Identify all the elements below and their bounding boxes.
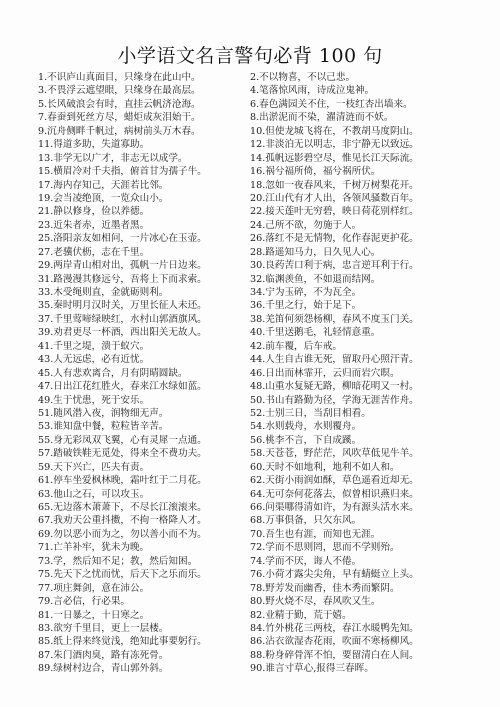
quote-line: 7.春蚕到死丝方尽，蜡炬成灰泪始干。	[38, 112, 201, 124]
quote-line: 23.近朱者赤，近墨者黑。	[38, 219, 150, 231]
quote-columns	[38, 71, 478, 676]
quote-line: 55.身无彩凤双飞翼，心有灵犀一点通。	[38, 434, 207, 446]
quote-line: 33.木受绳则直，金就砺则利。	[38, 287, 169, 298]
quote-line: 28.路遥知马力，日久见人心。	[250, 246, 381, 258]
quote-line: 44.人生自古谁无死，留取丹心照汗青。	[250, 354, 419, 366]
quote-line: 78.野芳发而幽香，佳木秀而繁阴。	[250, 582, 400, 594]
quote-line: 60.天时不如地利，地利不如人和。	[250, 461, 400, 473]
quote-line: 49.生于忧患，死于安乐。	[38, 394, 150, 406]
quote-line: 66.问渠哪得清如许，为有源头活水来。	[250, 502, 419, 513]
quote-line: 70.吾生也有涯，而知也无涯。	[250, 528, 381, 540]
quote-line: 90.谁言寸草心,报得三春晖。	[250, 663, 374, 675]
quote-line: 43.人无远虑，必有近忧。	[38, 354, 150, 366]
quote-line: 6.春色满园关不住，一枝红杏出墙来。	[250, 98, 413, 110]
quote-line: 80.野火烧不尽，春风吹又生。	[250, 596, 381, 608]
quote-line: 86.沾衣欲湿杏花雨，吹面不寒杨柳风。	[250, 636, 419, 648]
quote-line: 89.绿树村边合，青山郭外斜。	[38, 663, 169, 675]
quote-line: 32.临渊羡鱼，不如退而结网。	[250, 273, 381, 285]
quote-line: 74.学而不厌，诲人不倦。	[250, 555, 362, 567]
quote-line: 31.路漫漫其修远兮，吾将上下而求索。	[38, 273, 207, 285]
left-quote-column	[38, 71, 258, 676]
quote-line: 79.言必信，行必果。	[38, 596, 131, 608]
quote-line: 72.学而不思则罔，思而不学则殆。	[250, 542, 400, 554]
quote-line: 77.项庄舞剑，意在沛公。	[38, 582, 150, 594]
quote-line: 61.停车坐爱枫林晚，霜叶红于二月花。	[38, 475, 207, 487]
quote-line: 46.日出而林霏开，云归而岩穴暝。	[250, 367, 400, 379]
quote-line: 56.桃李不言，下自成蹊。	[250, 434, 362, 446]
quote-line: 22.接天莲叶无穷碧，映日荷花别样红。	[250, 206, 419, 218]
quote-line: 52.士别三日，当刮目相看。	[250, 407, 371, 419]
quote-line: 73.学，然后知不足；教，然后知困。	[38, 555, 198, 567]
quote-line: 41.千里之堤，溃于蚁穴。	[38, 340, 150, 352]
quote-line: 29.两岸青山相对出，孤帆一片日边来。	[38, 260, 207, 272]
quote-line: 2.不以物喜，不以己悲。	[250, 72, 356, 83]
quote-line: 82.业精于勤，荒于嬉。	[250, 609, 352, 621]
quote-line: 71.亡羊补牢，犹未为晚。	[38, 542, 150, 554]
quote-line: 36.千里之行，始于足下。	[250, 300, 362, 312]
quote-line: 75.先天下之忧而忧，后天下之乐而乐。	[38, 569, 207, 581]
quote-line: 15.横眉冷对千夫指，俯首甘为孺子牛。	[38, 166, 207, 178]
quote-line: 8.出淤泥而不染，濯清涟而不妖。	[250, 112, 394, 124]
quote-line: 45.人有悲欢离合，月有阴晴圆缺。	[38, 367, 188, 379]
quote-line: 59.天下兴亡，匹夫有责。	[38, 461, 150, 473]
quote-line: 3.不畏浮云遮望眼，只缘身在最高层。	[38, 85, 201, 97]
quote-line: 5.长风破浪会有时，直挂云帆济沧海。	[38, 98, 201, 110]
quote-line: 68.万事俱备，只欠东风。	[250, 515, 362, 527]
quote-line: 81.一日暴之，十日寒之。	[38, 609, 150, 621]
quote-line: 47.日出江花红胜火，春来江水绿如蓝。	[38, 381, 207, 393]
quote-line: 39.劝君更尽一杯酒，西出阳关无故人。	[38, 327, 207, 339]
quote-line: 16.祸兮福所倚，福兮祸所伏。	[250, 166, 381, 178]
quote-line: 40.千里送鹅毛，礼轻情意重。	[250, 327, 381, 339]
quote-line: 4.笔落惊风雨，诗成泣鬼神。	[250, 85, 375, 97]
quote-line: 10.但使龙城飞将在，不教胡马度阴山。	[250, 125, 419, 137]
quote-line: 57.踏破铁鞋无觅处，得来全不费功夫。	[38, 448, 207, 460]
quote-line: 18.忽如一夜春风来，千树万树梨花开。	[250, 179, 419, 191]
quote-line: 12.非淡泊无以明志，非宁静无以致远。	[250, 139, 419, 151]
quote-line: 67.我劝天公重抖擞，不拘一格降人才。	[38, 515, 207, 527]
quote-line: 11.得道多助，失道寡助。	[38, 139, 150, 151]
quote-line: 48.山重水复疑无路，柳暗花明又一村。	[250, 381, 419, 393]
quote-line: 65.无边落木萧萧下，不尽长江滚滚来。	[38, 502, 207, 513]
quote-line: 53.谁知盘中餐，粒粒皆辛苦。	[38, 421, 169, 433]
quote-line: 51.随风潜入夜，润物细无声。	[38, 407, 169, 419]
quote-line: 1.不识庐山真面目，只缘身在此山中。	[38, 72, 201, 83]
quote-line: 37.千里莺啼绿映红，水村山郭酒旗风。	[38, 313, 207, 325]
quote-line: 58.天苍苍，野茫茫，风吹草低见牛羊。	[250, 448, 419, 460]
right-quote-column	[250, 71, 470, 676]
quote-line: 64.无可奈何花落去，似曾相识燕归来。	[250, 488, 419, 500]
quote-line: 62.天街小雨润如酥，草色遥看近却无。	[250, 475, 419, 487]
quote-line: 38.羌笛何须怨杨柳，春风不度玉门关。	[250, 313, 419, 325]
quote-line: 34.宁为玉碎，不为瓦全。	[250, 287, 362, 298]
quote-line: 76.小荷才露尖尖角，早有蜻蜓立上头。	[250, 569, 419, 581]
quote-line: 14.孤帆远影碧空尽，惟见长江天际流。	[250, 152, 419, 164]
page-title: 小学语文名言警句必背 100 句	[117, 45, 383, 67]
quote-line: 24.己所不欲，勿施于人。	[250, 219, 362, 231]
quote-line: 84.竹外桃花三两枝，春江水暖鸭先知。	[250, 622, 419, 634]
quote-line: 87.朱门酒肉臭，路有冻死骨。	[38, 649, 169, 661]
quote-line: 30.良药苦口利于病，忠言逆耳利于行。	[250, 260, 419, 272]
quote-line: 54.水则载舟，水则覆舟。	[250, 421, 362, 433]
quote-line: 25.洛阳亲友如相问，一片冰心在玉壶。	[38, 233, 207, 245]
quote-line: 20.江山代有才人出，各领风骚数百年。	[250, 192, 419, 204]
quote-line: 27.老骥伏枥，志在千里。	[38, 246, 150, 258]
quote-line: 35.秦时明月汉时关，万里长征人未还。	[38, 300, 207, 312]
quote-line: 19.会当凌绝顶，一览众山小。	[38, 192, 169, 204]
quote-line: 26.落红不是无情物，化作春泥更护花。	[250, 233, 419, 245]
quote-line: 83.欲穷千里目，更上一层楼。	[38, 622, 169, 634]
quote-line: 42.前车覆，后车戒。	[250, 340, 343, 352]
quote-line: 63.他山之石，可以攻玉。	[38, 488, 150, 500]
quote-line: 88.粉身碎骨浑不怕，要留清白在人间。	[250, 649, 419, 661]
quote-line: 13.非学无以广才，非志无以成学。	[38, 152, 188, 164]
quote-line: 85.纸上得来终觉浅，绝知此事要躬行。	[38, 636, 207, 648]
quote-line: 17.海内存知己，天涯若比邻。	[38, 179, 169, 191]
quote-line: 21.静以修身，俭以养德。	[38, 206, 150, 218]
quote-line: 9.沉舟侧畔千帆过，病树前头万木春。	[38, 125, 201, 137]
quote-line: 50.书山有路勤为径，学海无涯苦作舟。	[250, 394, 419, 406]
quote-line: 69.勿以恶小而为之，勿以善小而不为。	[38, 528, 207, 540]
